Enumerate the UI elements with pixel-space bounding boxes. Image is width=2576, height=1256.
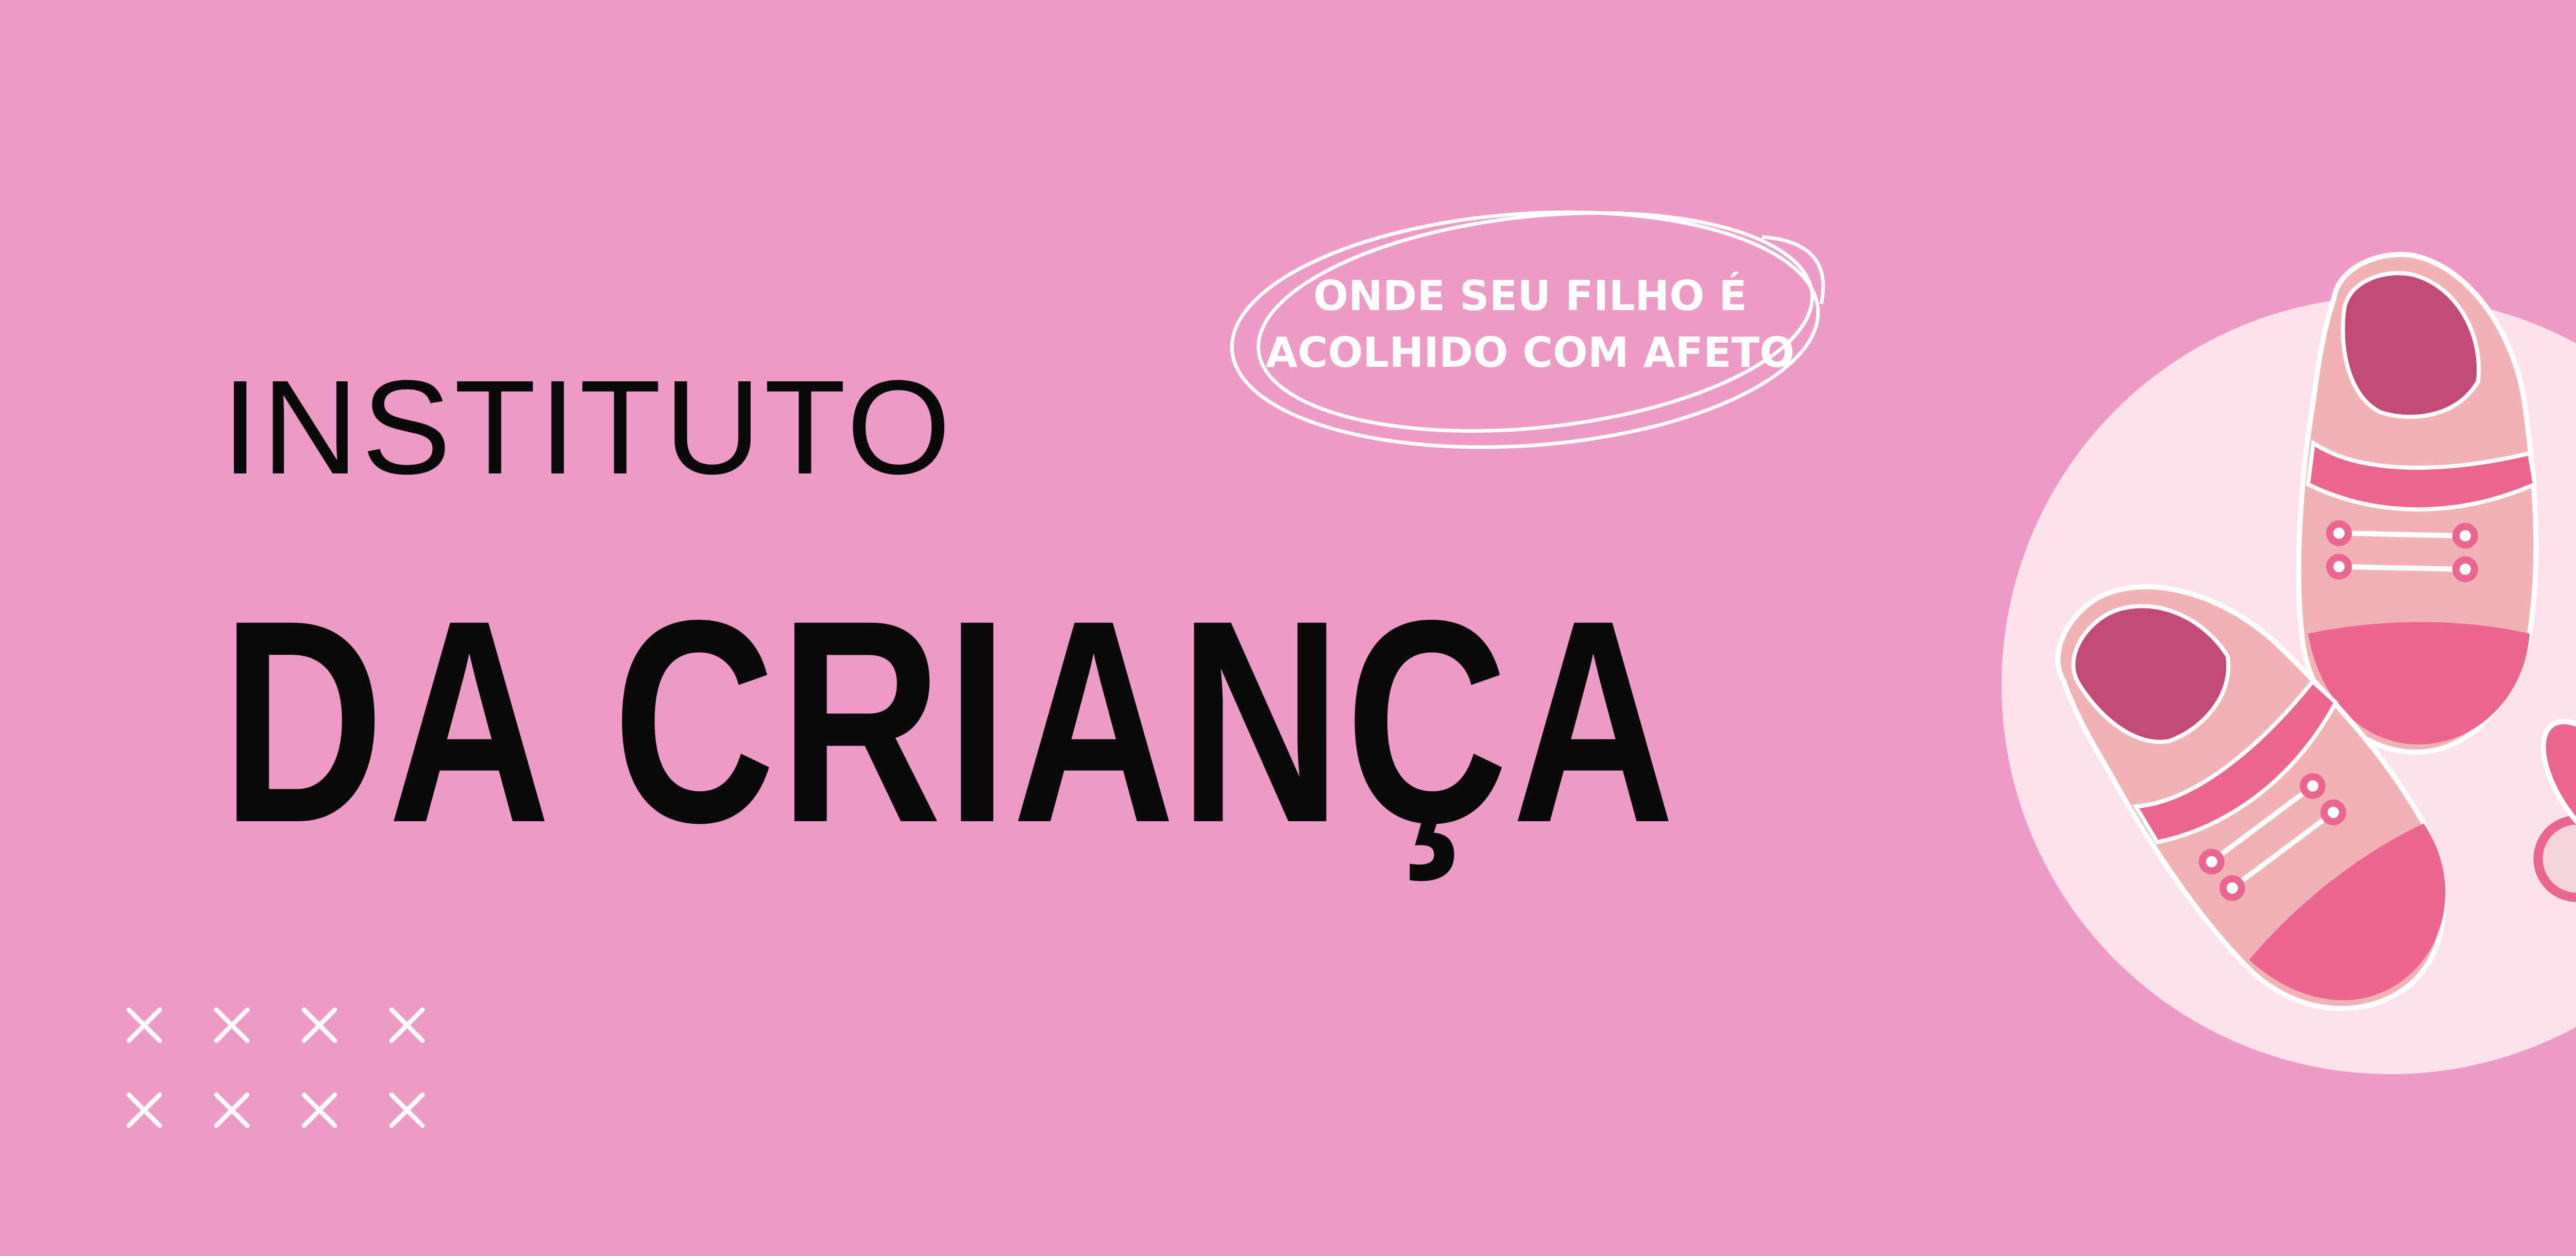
- title-line-1: INSTITUTO: [222, 353, 954, 502]
- tagline-line-2: ACOLHIDO COM AFETO: [1265, 329, 1795, 377]
- shoe-right: [2299, 254, 2536, 752]
- tagline-line-1: ONDE SEU FILHO É: [1313, 272, 1747, 320]
- title-line-2: DA CRIANÇA: [222, 560, 1679, 882]
- tagline: [1226, 268, 1834, 381]
